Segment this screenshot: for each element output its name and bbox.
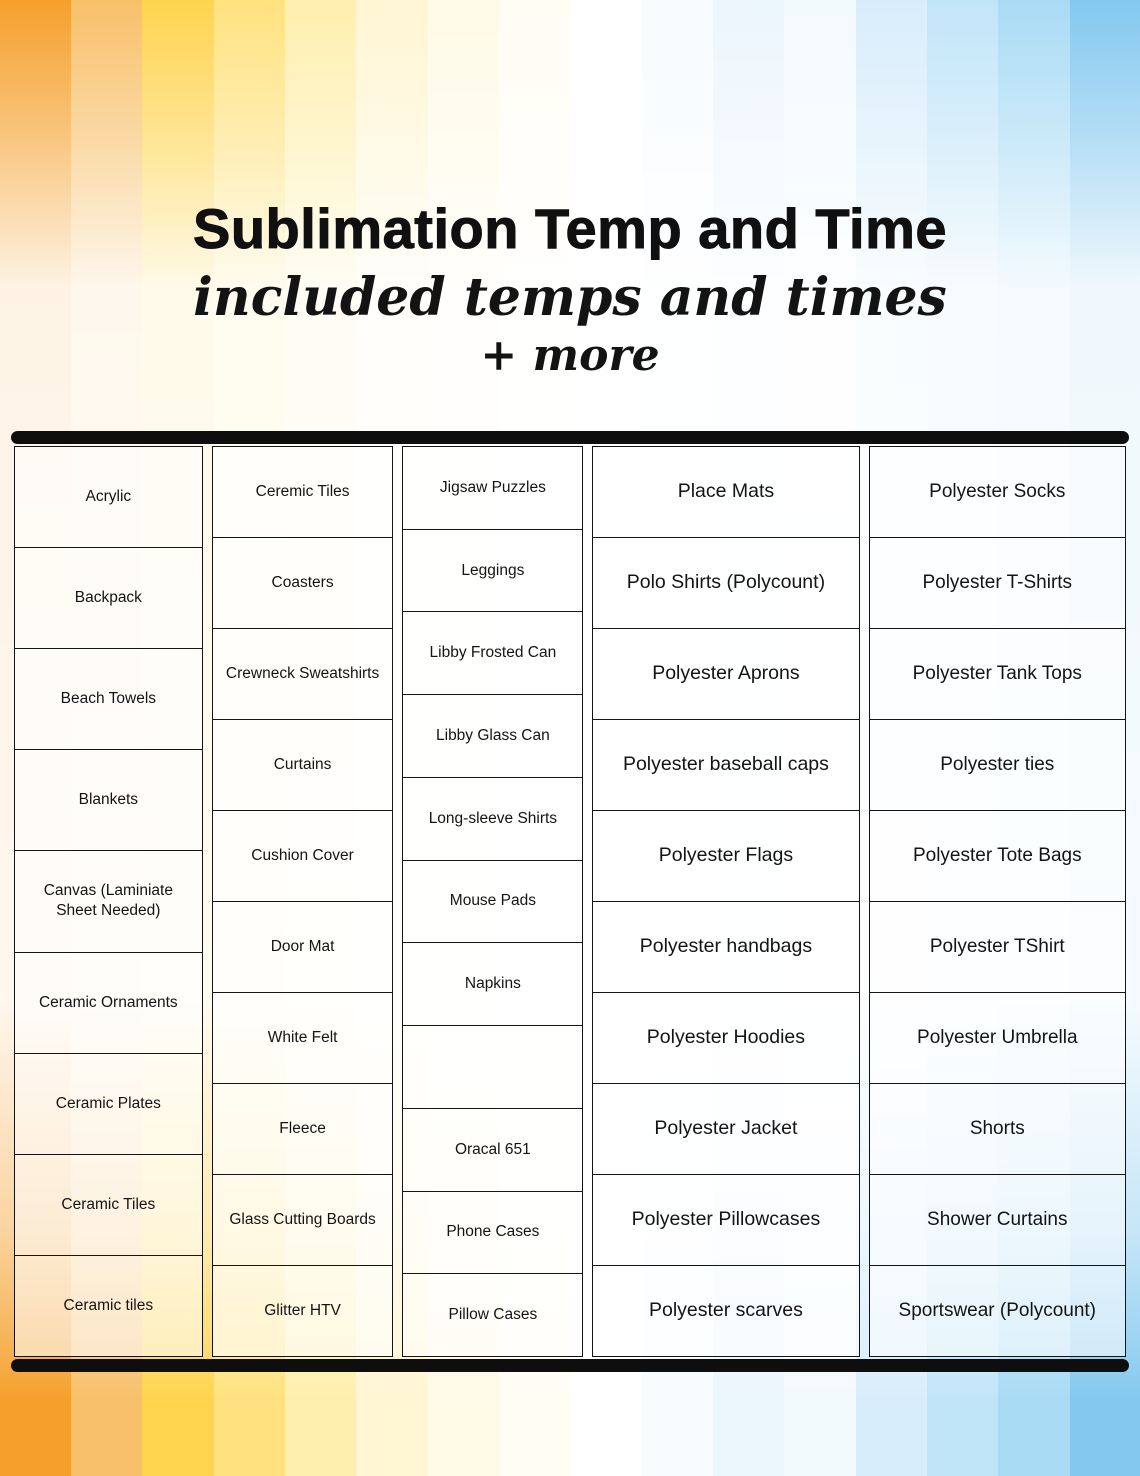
table-cell (593, 447, 858, 538)
table-cell (213, 1175, 393, 1266)
materials-table (11, 431, 1129, 1372)
table-cell (213, 811, 393, 902)
material-label: Acrylic (85, 487, 132, 505)
material-label: Libby Glass Can (436, 727, 550, 744)
subtitle: included temps and times (193, 267, 947, 328)
table-cell (403, 778, 582, 861)
table-cell (403, 695, 582, 778)
table-cell (593, 1266, 858, 1356)
material-label: Polyester baseball caps (622, 753, 829, 776)
material-label: Napkins (464, 975, 521, 993)
table-cell (15, 649, 202, 750)
table-cell (403, 861, 582, 944)
table-cell (403, 943, 582, 1026)
material-label: Ceramic Ornaments (38, 993, 178, 1011)
material-label: Polyester Hoodies (646, 1026, 806, 1049)
table-cell (593, 811, 858, 902)
table-cell (15, 1256, 202, 1356)
table-cell (870, 993, 1125, 1084)
table-cell (15, 447, 202, 548)
material-label: Jigsaw Puzzles (439, 478, 546, 496)
material-label: Polo Shirts (Polycount) (626, 571, 826, 594)
materials-column-2 (212, 446, 394, 1357)
header (0, 196, 1140, 381)
table-cell (593, 720, 858, 811)
material-label: Polyester handbags (639, 935, 813, 958)
table-cell (870, 902, 1125, 993)
material-label: Polyester Socks (929, 480, 1066, 502)
table-cell (593, 902, 858, 993)
material-label: Polyester TShirt (929, 935, 1065, 957)
table-cell (213, 720, 393, 811)
material-label: Sportswear (Polycount) (898, 1299, 1096, 1321)
top-black-bar (11, 431, 1129, 444)
table-cell (870, 447, 1125, 538)
material-label: Phone Cases (446, 1223, 540, 1241)
table-cell (403, 1026, 582, 1109)
table-cell (213, 538, 393, 629)
materials-column-3 (402, 446, 583, 1357)
material-label: Place Mats (677, 480, 775, 503)
material-label: Ceremic Tiles (255, 482, 350, 500)
material-label: Canvas (Laminiate Sheet Needed) (43, 882, 173, 920)
material-label: Shower Curtains (927, 1208, 1068, 1230)
table-cell (593, 629, 858, 720)
material-label: Crewneck Sweatshirts (225, 664, 380, 682)
material-label: Polyester Umbrella (917, 1026, 1078, 1048)
table-cell (870, 1175, 1125, 1266)
table-cell (593, 1175, 858, 1266)
material-label: Fleece (279, 1119, 326, 1137)
page-title: Sublimation Temp and Time (192, 197, 948, 260)
material-label: Libby Frosted Can (429, 644, 557, 662)
material-label: Polyester Tote Bags (912, 844, 1082, 866)
material-label: Cushion Cover (251, 846, 354, 864)
material-label: Polyester Jacket (654, 1117, 798, 1140)
table-cell (15, 1155, 202, 1256)
material-label: Polyester Tank Tops (912, 662, 1082, 684)
table-cell (15, 1054, 202, 1155)
table-cell (213, 447, 393, 538)
table-cell (213, 629, 393, 720)
table-cell (870, 720, 1125, 811)
table-cell (403, 612, 582, 695)
table-cell (213, 1266, 393, 1356)
subtitle-more: + more (480, 330, 660, 382)
table-cell (213, 1084, 393, 1175)
materials-column-5 (869, 446, 1126, 1357)
table-cell (403, 1274, 582, 1356)
table-cell (15, 851, 202, 952)
table-cell (15, 953, 202, 1054)
table-cell (403, 1109, 582, 1192)
table-cell (593, 1084, 858, 1175)
material-label: White Felt (267, 1028, 338, 1046)
material-label: Coasters (271, 573, 334, 591)
material-label: Beach Towels (60, 690, 157, 708)
material-label: Oracal 651 (454, 1140, 531, 1158)
material-label: Ceramic tiles (63, 1296, 154, 1314)
table-cell (870, 811, 1125, 902)
material-label: Door Mat (270, 937, 335, 955)
material-label: Long-sleeve Shirts (428, 809, 558, 827)
material-label: Mouse Pads (449, 892, 536, 910)
material-label: Polyester ties (940, 753, 1055, 775)
material-label: Glitter HTV (264, 1301, 341, 1319)
table-cell (213, 902, 393, 993)
table-cell (403, 530, 582, 613)
table-cell (15, 750, 202, 851)
material-label: Backpack (74, 589, 142, 607)
material-label: Polyester Aprons (652, 662, 800, 685)
table-cell (15, 548, 202, 649)
table-cell (403, 447, 582, 530)
bottom-black-bar (11, 1359, 1129, 1372)
table-cell (593, 538, 858, 629)
material-label: Pillow Cases (448, 1306, 538, 1324)
materials-column-1 (14, 446, 203, 1357)
materials-columns (11, 444, 1129, 1359)
material-label: Glass Cutting Boards (229, 1210, 376, 1228)
table-cell (403, 1192, 582, 1275)
table-cell (870, 1084, 1125, 1175)
material-label: Ceramic Tiles (61, 1195, 156, 1213)
material-label: Polyester Pillowcases (631, 1208, 821, 1231)
material-label: Polyester Flags (658, 844, 794, 867)
materials-column-4 (592, 446, 859, 1357)
material-label: Polyester T-Shirts (922, 571, 1073, 593)
material-label: Curtains (273, 755, 332, 773)
table-cell (870, 538, 1125, 629)
table-cell (593, 993, 858, 1084)
material-label: Blankets (78, 791, 139, 809)
material-label: Shorts (969, 1117, 1025, 1139)
table-cell (213, 993, 393, 1084)
material-label: Leggings (461, 561, 525, 579)
table-cell (870, 629, 1125, 720)
material-label: Ceramic Plates (55, 1094, 161, 1112)
material-label: Polyester scarves (648, 1299, 803, 1322)
table-cell (870, 1266, 1125, 1356)
